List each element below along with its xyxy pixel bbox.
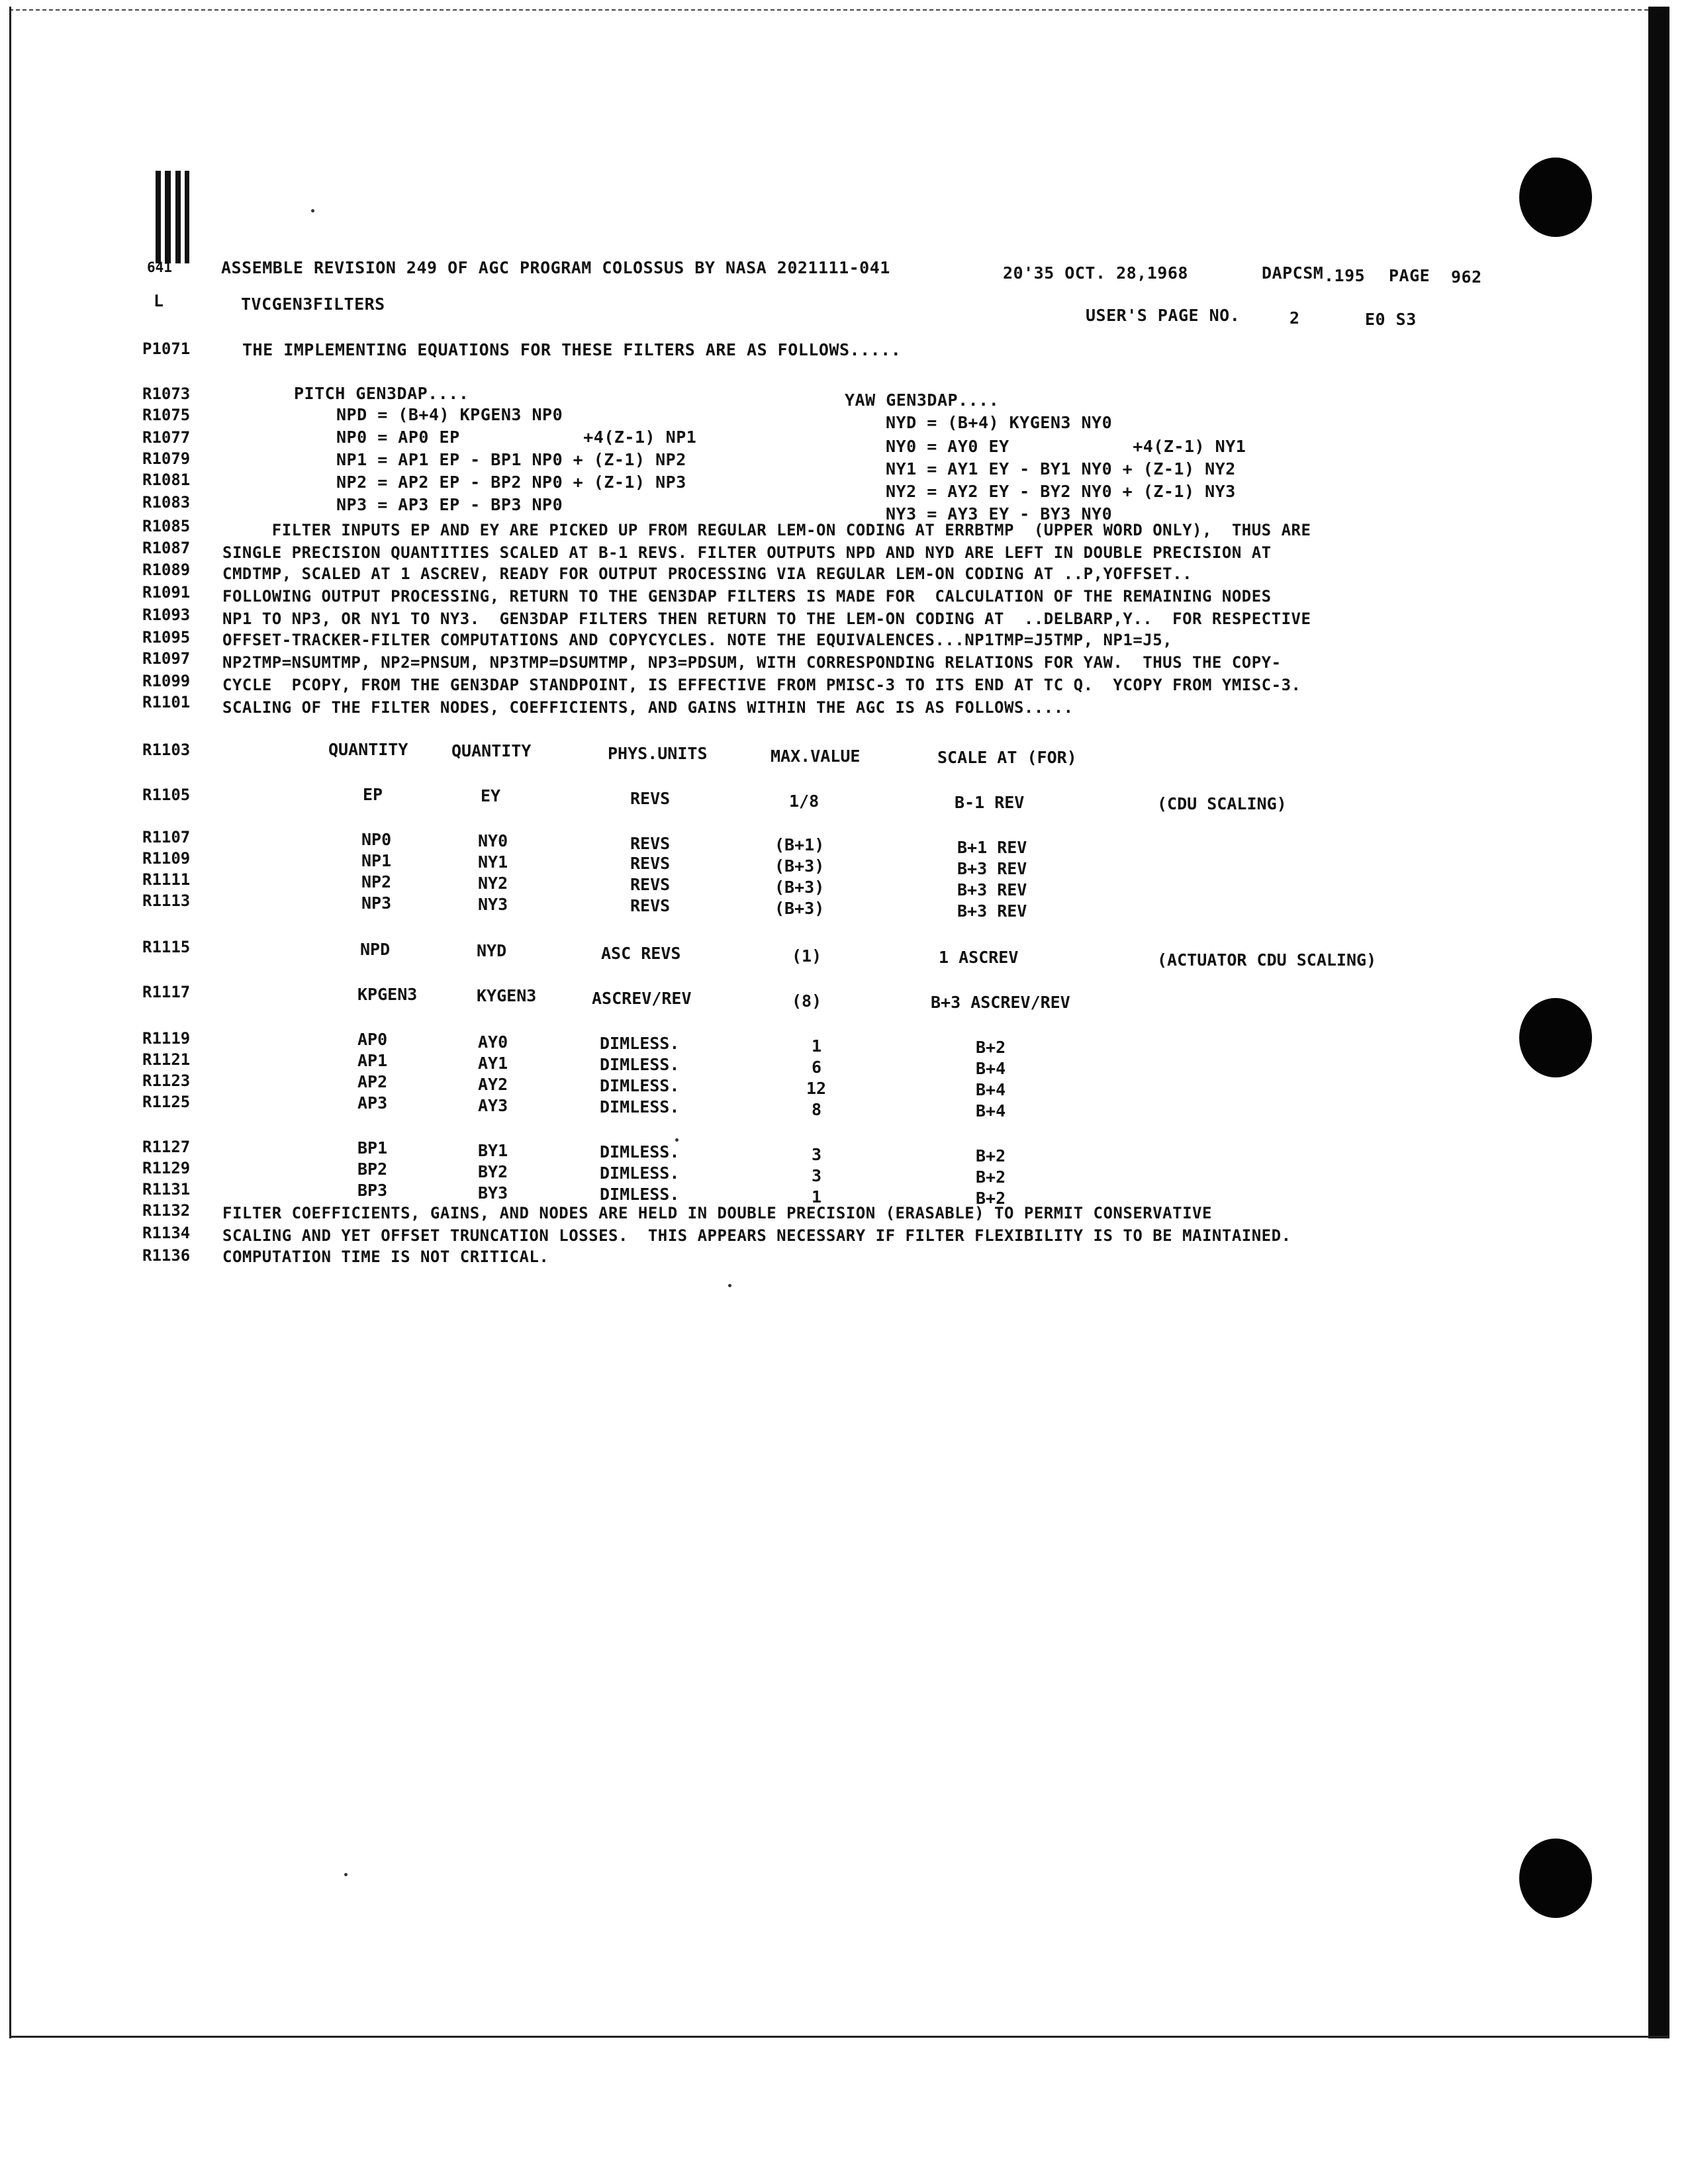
table-cell: ASC REVS [601,944,681,963]
user-page-label: USER'S PAGE NO. [1086,306,1241,325]
page-left-edge [9,7,11,2038]
sequence-number: R1087 [142,539,191,557]
table-row-seq: R1111 [142,870,191,889]
table-cell: (B+3) [774,899,825,918]
sequence-number: R1101 [142,693,191,711]
table-cell: NP3 [361,893,392,913]
table-cell: DIMLESS. [600,1097,680,1116]
table-row-seq: R1119 [142,1029,191,1048]
log-section-name: TVCGEN3FILTERS [241,295,385,314]
table-cell: BP1 [357,1138,388,1158]
table-cell: 1/8 [789,792,820,811]
table-cell: B+3 ASCREV/REV [931,993,1070,1012]
listing-line: OFFSET-TRACKER-FILTER COMPUTATIONS AND COPYCYCLES. NOTE THE EQUIVALENCES...NP1TMP=J5TMP, NP1=J5, [222,631,1173,649]
yaw-equation: NY1 = AY1 EY - BY1 NY0 + (Z-1) NY2 [886,459,1236,478]
table-note: (CDU SCALING) [1157,794,1287,813]
sequence-number: R1079 [142,449,191,468]
table-cell: (B+3) [774,878,825,897]
table-cell: ASCREV/REV [592,989,692,1008]
table-cell: NP1 [361,851,392,870]
table-row-seq: R1125 [142,1093,191,1111]
page-right-edge [1648,7,1669,2038]
table-cell: BP2 [357,1160,388,1179]
listing-line: CYCLE PCOPY, FROM THE GEN3DAP STANDPOINT, IS EFFECTIVE FROM PMISC-3 TO ITS END AT TC Q. YCOPY FROM YMISC-3. [222,676,1301,694]
table-cell: REVS [630,789,671,808]
table-header-max-value: MAX.VALUE [771,747,861,766]
level-marker: L [154,291,164,310]
table-cell: EP [363,785,383,804]
table-cell: AY1 [478,1054,508,1073]
listing-line: THE IMPLEMENTING EQUATIONS FOR THESE FILTERS ARE AS FOLLOWS..... [242,340,902,359]
table-cell: NY2 [478,874,508,893]
table-cell: AY3 [478,1096,508,1115]
user-page-number: 2 [1289,308,1300,328]
listing-line: SCALING OF THE FILTER NODES, COEFFICIENTS, AND GAINS WITHIN THE AGC IS AS FOLLOWS..... [222,698,1074,717]
table-cell: REVS [630,834,671,853]
table-cell: KYGEN3 [477,986,537,1005]
table-cell: B-1 REV [955,793,1025,812]
table-cell: B+4 [976,1080,1006,1099]
page-number: 962 [1451,267,1482,287]
table-cell: 12 [806,1079,827,1098]
sequence-number: R1091 [142,583,191,602]
yaw-equation: YAW GEN3DAP.... [845,390,1000,410]
listing-line: NP2TMP=NSUMTMP, NP2=PNSUM, NP3TMP=DSUMTMP, NP3=PDSUM, WITH CORRESPONDING RELATIONS FOR YAW. THUS THE COPY- [222,653,1282,672]
table-cell: DIMLESS. [600,1076,680,1095]
table-cell: NPD [360,940,391,959]
sequence-number: R1089 [142,561,191,579]
punch-hole-top [1519,158,1592,237]
sequence-number: R1075 [142,406,191,424]
table-cell: EY [481,786,501,805]
table-cell: BY1 [478,1141,508,1160]
table-cell: NYD [477,941,507,960]
scan-speck [675,1138,679,1142]
pitch-equation: PITCH GEN3DAP.... [294,384,469,403]
table-note: (ACTUATOR CDU SCALING) [1157,950,1377,970]
table-cell: B+1 REV [957,838,1027,857]
table-cell: AP1 [357,1051,388,1070]
table-cell: B+4 [976,1059,1006,1078]
table-cell: (1) [792,946,822,966]
pitch-equation: NPD = (B+4) KPGEN3 NP0 [336,405,563,424]
table-header-quantity-yaw: QUANTITY [451,741,532,760]
table-row-seq: R1131 [142,1180,191,1199]
table-cell: REVS [630,875,671,894]
table-cell: BY2 [478,1162,508,1181]
sequence-number: R1136 [142,1246,191,1265]
table-cell: DIMLESS. [600,1142,680,1161]
table-cell: B+2 [976,1189,1006,1208]
section-code: E0 S3 [1365,310,1417,329]
yaw-equation: NY2 = AY2 EY - BY2 NY0 + (Z-1) NY3 [886,482,1236,501]
table-cell: B+4 [976,1101,1006,1120]
sequence-number: R1085 [142,517,191,535]
table-row-seq: R1129 [142,1159,191,1177]
table-header-scale: SCALE AT (FOR) [937,748,1077,767]
table-cell: BP3 [357,1181,388,1200]
table-cell: NP2 [361,872,392,891]
assembly-title: ASSEMBLE REVISION 249 OF AGC PROGRAM COLOSSUS BY NASA 2021111-041 [221,258,890,277]
sequence-number: R1093 [142,606,191,624]
table-row-seq: R1109 [142,849,191,868]
sequence-number: R1095 [142,628,191,647]
yaw-equation: NY0 = AY0 EY +4(Z-1) NY1 [886,437,1246,456]
page-label: PAGE [1389,266,1430,285]
table-cell: DIMLESS. [600,1034,680,1053]
table-cell: DIMLESS. [600,1055,680,1074]
table-cell: B+2 [976,1146,1006,1165]
table-cell: REVS [630,854,671,873]
table-header-quantity-pitch: QUANTITY [328,740,408,759]
table-header-phys-units: PHYS.UNITS [608,744,708,763]
barcode-mark [156,171,195,263]
table-cell: NY1 [478,852,508,872]
listing-line: FILTER INPUTS EP AND EY ARE PICKED UP FROM REGULAR LEM-ON CODING AT ERRBTMP (UPPER WORD ONLY), THUS ARE [222,521,1311,539]
scan-speck [344,1873,348,1876]
table-cell: NP0 [361,830,392,849]
scan-speck [311,209,314,212]
punch-hole-middle [1519,998,1592,1077]
table-cell: 6 [812,1058,822,1077]
pitch-equation: NP1 = AP1 EP - BP1 NP0 + (Z-1) NP2 [336,450,686,469]
table-cell: 1 ASCREV [939,948,1019,967]
table-row-seq: R1127 [142,1138,191,1156]
table-cell: DIMLESS. [600,1163,680,1183]
pitch-equation: NP2 = AP2 EP - BP2 NP0 + (Z-1) NP3 [336,473,686,492]
sequence-number: R1073 [142,385,191,403]
table-cell: B+3 REV [957,901,1027,921]
table-cell: AY2 [478,1075,508,1094]
table-row-seq: R1113 [142,891,191,910]
listing-line: SCALING AND YET OFFSET TRUNCATION LOSSES. THIS APPEARS NECESSARY IF FILTER FLEXIBILITY IS TO BE MAINTAINED. [222,1226,1291,1245]
listing-line: FILTER COEFFICIENTS, GAINS, AND NODES ARE HELD IN DOUBLE PRECISION (ERASABLE) TO PERMIT CONSERVATIVE [222,1204,1212,1222]
yaw-equation: NYD = (B+4) KYGEN3 NY0 [886,413,1113,432]
table-cell: NY0 [478,831,508,850]
scan-speck [728,1284,731,1287]
table-cell: BY3 [478,1183,508,1203]
sequence-number: R1083 [142,493,191,512]
table-cell: B+2 [976,1167,1006,1187]
page-marker: 641 [147,259,172,275]
table-row-seq: R1103 [142,741,191,759]
sequence-number: R1081 [142,471,191,489]
header-revision: .195 [1324,266,1366,285]
listing-line: FOLLOWING OUTPUT PROCESSING, RETURN TO THE GEN3DAP FILTERS IS MADE FOR CALCULATION OF THE REMAINING NODES [222,587,1272,606]
punch-hole-bottom [1519,1839,1592,1918]
sequence-number: R1132 [142,1201,191,1220]
table-cell: AP3 [357,1093,388,1113]
sequence-number: R1099 [142,672,191,690]
table-cell: (B+1) [774,835,825,854]
table-row-seq: R1115 [142,938,191,956]
table-cell: AP0 [357,1030,388,1049]
table-cell: 3 [812,1145,822,1164]
sequence-number: R1077 [142,428,191,447]
table-cell: (8) [792,991,822,1011]
table-cell: B+2 [976,1038,1006,1057]
pitch-equation: NP0 = AP0 EP +4(Z-1) NP1 [336,428,697,447]
table-row-seq: R1123 [142,1071,191,1090]
table-cell: 3 [812,1166,822,1185]
table-row-seq: R1121 [142,1050,191,1069]
table-cell: B+3 REV [957,880,1027,899]
sequence-number: P1071 [142,340,191,358]
table-cell: 8 [812,1100,822,1119]
table-row-seq: R1105 [142,786,191,804]
table-cell: (B+3) [774,856,825,876]
table-cell: AY0 [478,1032,508,1052]
listing-line: NP1 TO NP3, OR NY1 TO NY3. GEN3DAP FILTERS THEN RETURN TO THE LEM-ON CODING AT ..DELBARP,Y.. FOR RESPECTIVE [222,610,1311,628]
listing-line: SINGLE PRECISION QUANTITIES SCALED AT B-1 REVS. FILTER OUTPUTS NPD AND NYD ARE LEFT IN DOUBLE PRECISION AT [222,543,1272,562]
table-cell: KPGEN3 [357,985,418,1004]
table-cell: 1 [812,1036,822,1056]
page-top-edge [9,9,1668,12]
table-cell: DIMLESS. [600,1185,680,1204]
table-cell: B+3 REV [957,859,1027,878]
page-bottom-edge [9,2036,1668,2038]
header-datetime: 20'35 OCT. 28,1968 [1003,263,1188,283]
table-cell: AP2 [357,1072,388,1091]
table-cell: NY3 [478,895,508,914]
table-row-seq: R1117 [142,983,191,1001]
pitch-equation: NP3 = AP3 EP - BP3 NP0 [336,495,563,514]
sequence-number: R1134 [142,1224,191,1242]
yaw-equation: NY3 = AY3 EY - BY3 NY0 [886,504,1113,523]
header-program: DAPCSM [1262,263,1324,283]
listing-line: COMPUTATION TIME IS NOT CRITICAL. [222,1248,549,1266]
table-cell: 1 [812,1187,822,1206]
listing-line: CMDTMP, SCALED AT 1 ASCREV, READY FOR OUTPUT PROCESSING VIA REGULAR LEM-ON CODING AT ..P,YOFFSET.. [222,565,1193,583]
table-row-seq: R1107 [142,828,191,846]
table-cell: REVS [630,896,671,915]
sequence-number: R1097 [142,649,191,668]
